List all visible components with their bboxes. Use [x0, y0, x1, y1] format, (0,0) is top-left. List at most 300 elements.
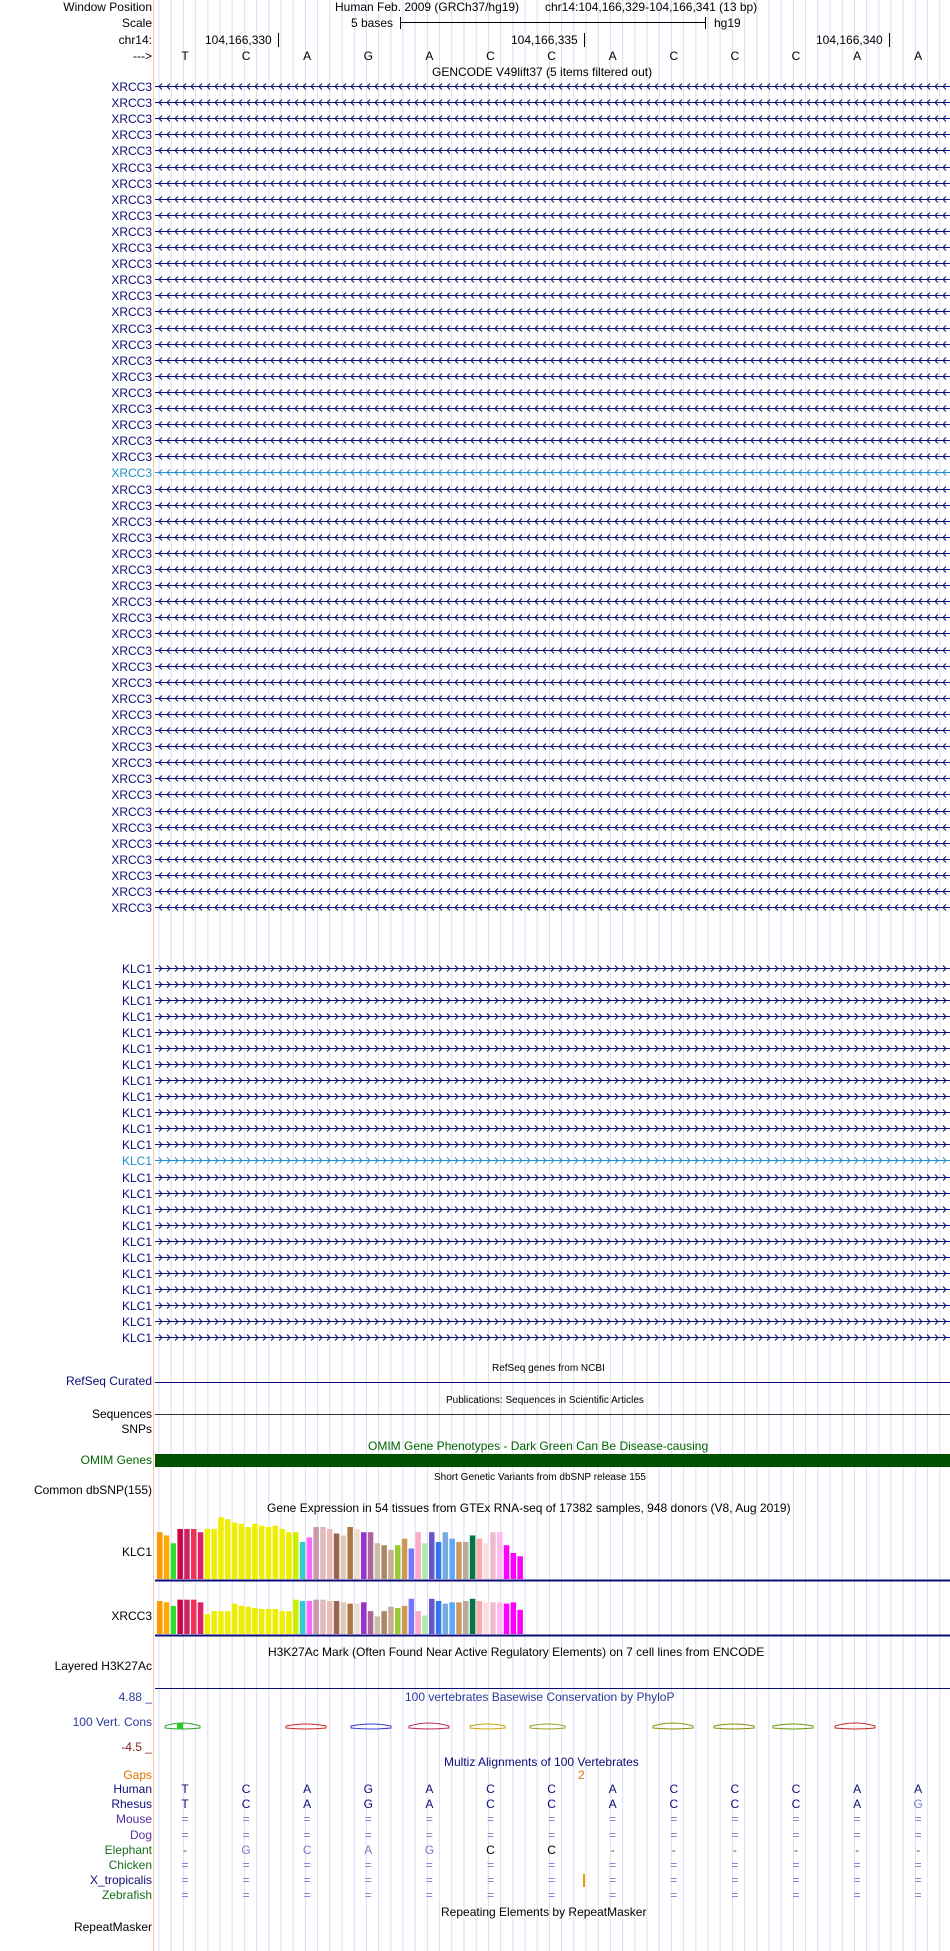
gtex-xrcc3-bar[interactable] [477, 1601, 483, 1634]
gene-label[interactable]: KLC1 [121, 1314, 152, 1329]
gene-model[interactable] [155, 517, 950, 526]
gene-label[interactable]: XRCC3 [111, 804, 152, 819]
gene-label[interactable]: XRCC3 [111, 450, 152, 465]
gene-model[interactable] [155, 356, 950, 365]
gtex-xrcc3-bar[interactable] [225, 1611, 231, 1634]
gene-label[interactable]: XRCC3 [111, 595, 152, 610]
gtex-klc1-bar[interactable] [368, 1532, 374, 1579]
gtex-xrcc3-bar[interactable] [307, 1601, 313, 1634]
gene-label[interactable]: XRCC3 [111, 691, 152, 706]
gene-model[interactable] [155, 98, 950, 107]
rmsk-track-title[interactable]: Repeating Elements by RepeatMasker [441, 1905, 647, 1919]
gene-label[interactable]: KLC1 [121, 994, 152, 1009]
gene-model[interactable] [155, 1317, 950, 1326]
gtex-klc1-bar[interactable] [157, 1532, 163, 1579]
gene-model[interactable] [155, 581, 950, 590]
gene-model[interactable] [155, 964, 950, 973]
gene-model[interactable] [155, 1173, 950, 1182]
gene-model[interactable] [155, 887, 950, 896]
gtex-xrcc3-bar[interactable] [232, 1604, 238, 1634]
gtex-klc1-bar[interactable] [415, 1532, 421, 1579]
gene-label[interactable]: XRCC3 [111, 402, 152, 416]
species-label-x_tropicalis[interactable]: X_tropicalis [89, 1873, 152, 1888]
gtex-klc1-bar[interactable] [259, 1526, 265, 1579]
gene-model[interactable] [155, 179, 950, 188]
gene-model[interactable] [155, 774, 950, 783]
gaps-label[interactable]: Gaps [123, 1768, 152, 1782]
phylop-feature[interactable] [773, 1724, 813, 1729]
phylop-feature[interactable] [409, 1723, 449, 1729]
gene-model[interactable] [155, 980, 950, 989]
gene-label[interactable]: XRCC3 [111, 852, 152, 867]
gene-model[interactable] [155, 710, 950, 719]
gtex-xrcc3-bar[interactable] [415, 1611, 421, 1634]
gtex-xrcc3-bar[interactable] [293, 1600, 299, 1634]
species-label-zebrafish[interactable]: Zebrafish [101, 1888, 152, 1903]
gene-label[interactable]: KLC1 [121, 1106, 152, 1121]
gtex-xrcc3-bar[interactable] [259, 1609, 265, 1634]
gene-model[interactable] [155, 307, 950, 316]
gtex-xrcc3-bar[interactable] [341, 1602, 347, 1634]
gene-model[interactable] [155, 1205, 950, 1214]
gene-label[interactable]: XRCC3 [111, 611, 152, 626]
gene-label[interactable]: XRCC3 [111, 530, 152, 545]
gtex-track-title[interactable]: Gene Expression in 54 tissues from GTEx RNA-seq of 17382 samples, 948 donors (V8, Aug 2019) [267, 1501, 791, 1515]
gtex-xrcc3-bar[interactable] [354, 1604, 360, 1634]
gene-label[interactable]: KLC1 [121, 1058, 152, 1073]
gene-label[interactable]: KLC1 [121, 1282, 152, 1297]
gtex-klc1-bar[interactable] [191, 1529, 197, 1579]
gene-label[interactable]: XRCC3 [111, 224, 152, 239]
gtex-klc1-bar[interactable] [517, 1556, 523, 1579]
gene-label[interactable]: KLC1 [121, 978, 152, 993]
gtex-klc1-bar[interactable] [456, 1542, 462, 1579]
gtex-xrcc3-bar[interactable] [463, 1601, 469, 1634]
gtex-klc1-bar[interactable] [388, 1550, 394, 1579]
phylop-feature[interactable] [351, 1724, 391, 1729]
gene-label[interactable]: XRCC3 [111, 546, 152, 561]
gene-model[interactable] [155, 501, 950, 510]
gtex-xrcc3-bar[interactable] [191, 1600, 197, 1634]
gtex-xrcc3-bar[interactable] [361, 1602, 367, 1634]
gene-label[interactable]: XRCC3 [111, 418, 152, 433]
gene-label[interactable]: XRCC3 [111, 498, 152, 513]
gene-label[interactable]: XRCC3 [111, 579, 152, 594]
gtex-xrcc3-bar[interactable] [429, 1599, 435, 1634]
gtex-klc1-bar[interactable] [171, 1543, 177, 1579]
gtex-klc1-bar[interactable] [293, 1532, 299, 1579]
gene-model[interactable] [155, 324, 950, 333]
gene-label[interactable]: XRCC3 [111, 740, 152, 755]
gtex-klc1-bar[interactable] [347, 1527, 353, 1579]
gtex-xrcc3-bar[interactable] [422, 1616, 428, 1634]
h3k27ac-track-title[interactable]: H3K27Ac Mark (Often Found Near Active Regulatory Elements) on 7 cell lines from ENCODE [268, 1645, 765, 1659]
gene-label[interactable]: XRCC3 [111, 482, 152, 497]
gene-model[interactable] [155, 1189, 950, 1198]
species-label-dog[interactable]: Dog [129, 1827, 152, 1842]
gtex-klc1-bar[interactable] [252, 1524, 258, 1579]
gene-label[interactable]: XRCC3 [111, 176, 152, 191]
gene-model[interactable] [155, 1156, 950, 1165]
gene-model[interactable] [155, 404, 950, 413]
gene-label[interactable]: KLC1 [121, 1202, 152, 1217]
gtex-klc1-bar[interactable] [395, 1545, 401, 1579]
gene-label[interactable]: KLC1 [121, 1170, 152, 1185]
gene-label[interactable]: KLC1 [121, 1234, 152, 1249]
gene-model[interactable] [155, 1012, 950, 1021]
gene-label[interactable]: XRCC3 [111, 257, 152, 272]
gtex-xrcc3-bar[interactable] [347, 1604, 353, 1634]
gene-label[interactable]: KLC1 [121, 1186, 152, 1201]
gene-model[interactable] [155, 1092, 950, 1101]
gene-model[interactable] [155, 1333, 950, 1342]
gtex-klc1-bar[interactable] [334, 1534, 340, 1580]
gene-model[interactable] [155, 1285, 950, 1294]
gene-label[interactable]: XRCC3 [111, 96, 152, 111]
gtex-xrcc3-bar[interactable] [381, 1611, 387, 1634]
gene-model[interactable] [155, 1028, 950, 1037]
gtex-xrcc3-bar[interactable] [171, 1606, 177, 1634]
species-label-mouse[interactable]: Mouse [115, 1812, 152, 1827]
gene-label[interactable]: KLC1 [121, 1298, 152, 1313]
gene-model[interactable] [155, 758, 950, 767]
gene-model[interactable] [155, 533, 950, 542]
gtex-xrcc3-bar[interactable] [334, 1601, 340, 1634]
gene-model[interactable] [155, 291, 950, 300]
gtex-klc1-bar[interactable] [245, 1527, 251, 1579]
gtex-xrcc3-bar[interactable] [483, 1602, 489, 1634]
gene-label[interactable]: XRCC3 [111, 192, 152, 207]
gene-model[interactable] [155, 597, 950, 606]
gtex-klc1-bar[interactable] [436, 1542, 442, 1579]
gene-model[interactable] [155, 996, 950, 1005]
gtex-xrcc3-bar[interactable] [511, 1602, 516, 1634]
gtex-klc1-bar[interactable] [422, 1543, 428, 1579]
gtex-klc1-bar[interactable] [177, 1529, 183, 1579]
gene-model[interactable] [155, 1076, 950, 1085]
gtex-xrcc3-bar[interactable] [368, 1611, 374, 1634]
multiz-track-title[interactable]: Multiz Alignments of 100 Vertebrates [444, 1755, 639, 1769]
gtex-klc1-bar[interactable] [184, 1529, 190, 1579]
gene-label[interactable]: KLC1 [121, 1154, 152, 1169]
gtex-xrcc3-bar[interactable] [313, 1600, 319, 1634]
gtex-klc1-bar[interactable] [463, 1542, 469, 1579]
phylop-feature[interactable] [653, 1723, 693, 1729]
gene-label[interactable]: KLC1 [121, 1122, 152, 1137]
gtex-klc1-bar[interactable] [211, 1529, 217, 1579]
gene-label[interactable]: XRCC3 [111, 885, 152, 899]
gtex-xrcc3-bar[interactable] [470, 1599, 476, 1634]
gene-label[interactable]: XRCC3 [111, 659, 152, 674]
gene-model[interactable] [155, 565, 950, 574]
gene-model[interactable] [155, 195, 950, 204]
gene-label[interactable]: XRCC3 [111, 724, 152, 738]
gtex-xrcc3-bar[interactable] [388, 1607, 394, 1634]
pubs-line[interactable] [155, 1414, 950, 1415]
gtex-klc1-bar[interactable] [266, 1527, 272, 1579]
gene-model[interactable] [155, 1060, 950, 1069]
gtex-klc1-bar[interactable] [470, 1535, 476, 1579]
gtex-xrcc3-bar[interactable] [164, 1602, 170, 1634]
gtex-xrcc3-bar[interactable] [517, 1610, 523, 1634]
pubs-track-label[interactable]: Sequences [91, 1407, 152, 1421]
gtex-xrcc3-bar[interactable] [443, 1604, 449, 1634]
gtex-klc1-bar[interactable] [232, 1522, 238, 1579]
gtex-klc1-label[interactable]: KLC1 [121, 1545, 152, 1559]
gene-model[interactable] [155, 1301, 950, 1310]
species-label-elephant[interactable]: Elephant [104, 1842, 152, 1857]
gene-label[interactable]: KLC1 [121, 1330, 152, 1345]
gene-model[interactable] [155, 807, 950, 816]
gene-label[interactable]: KLC1 [121, 1010, 152, 1025]
gtex-xrcc3-bar[interactable] [184, 1600, 190, 1634]
gtex-klc1-bar[interactable] [225, 1519, 231, 1579]
gene-label[interactable]: KLC1 [121, 1042, 152, 1057]
omim-feature[interactable] [155, 1454, 950, 1467]
gene-label[interactable]: XRCC3 [111, 369, 152, 384]
gene-model[interactable] [155, 549, 950, 558]
gtex-xrcc3-bar[interactable] [245, 1607, 251, 1634]
gtex-xrcc3-bar[interactable] [375, 1616, 381, 1634]
gtex-klc1-bar[interactable] [504, 1545, 510, 1579]
gene-label[interactable]: XRCC3 [111, 353, 152, 368]
gene-model[interactable] [155, 678, 950, 687]
species-label-human[interactable]: Human [113, 1782, 152, 1796]
gtex-xrcc3-bar[interactable] [320, 1600, 326, 1634]
phylop-track-title[interactable]: 100 vertebrates Basewise Conservation by PhyloP [405, 1690, 675, 1704]
omim-track-label[interactable]: OMIM Genes [80, 1453, 152, 1467]
gene-label[interactable]: KLC1 [121, 1138, 152, 1153]
gtex-klc1-bar[interactable] [511, 1553, 516, 1579]
gene-label[interactable]: XRCC3 [111, 208, 152, 223]
gtex-klc1-bar[interactable] [429, 1532, 435, 1579]
gene-model[interactable] [155, 790, 950, 799]
gtex-klc1-bar[interactable] [300, 1542, 306, 1579]
gene-label[interactable]: XRCC3 [111, 434, 152, 449]
gene-model[interactable] [155, 855, 950, 864]
omim-track-title[interactable]: OMIM Gene Phenotypes - Dark Green Can Be Disease-causing [368, 1439, 709, 1453]
gtex-klc1-bar[interactable] [273, 1526, 279, 1579]
dbsnp-track-label[interactable]: Common dbSNP(155) [33, 1483, 152, 1497]
gene-model[interactable] [155, 340, 950, 349]
gene-label[interactable]: KLC1 [121, 1026, 152, 1041]
gene-model[interactable] [155, 485, 950, 494]
gene-label[interactable]: XRCC3 [111, 707, 152, 722]
gene-label[interactable]: XRCC3 [111, 820, 152, 835]
gene-model[interactable] [155, 163, 950, 172]
gtex-xrcc3-bar[interactable] [327, 1601, 333, 1634]
gene-label[interactable]: XRCC3 [111, 466, 152, 481]
gene-label[interactable]: XRCC3 [111, 514, 152, 529]
gene-model[interactable] [155, 114, 950, 123]
gtex-xrcc3-bar[interactable] [504, 1604, 510, 1634]
gencode-track-title[interactable]: GENCODE V49lift37 (5 items filtered out) [432, 65, 653, 79]
gene-label[interactable]: XRCC3 [111, 788, 152, 803]
gene-label[interactable]: XRCC3 [111, 273, 152, 288]
gene-label[interactable]: XRCC3 [111, 337, 152, 352]
gtex-bar-chart[interactable] [155, 1512, 950, 1642]
gtex-klc1-bar[interactable] [164, 1535, 170, 1579]
gtex-klc1-bar[interactable] [375, 1543, 381, 1579]
gene-model[interactable] [155, 871, 950, 880]
gtex-klc1-bar[interactable] [239, 1524, 245, 1579]
gtex-klc1-bar[interactable] [354, 1529, 360, 1579]
gene-model[interactable] [155, 1237, 950, 1246]
gene-label[interactable]: XRCC3 [111, 144, 152, 159]
gtex-xrcc3-bar[interactable] [436, 1601, 442, 1634]
species-label-chicken[interactable]: Chicken [108, 1858, 152, 1872]
gtex-xrcc3-label[interactable]: XRCC3 [111, 1609, 152, 1623]
gene-label[interactable]: XRCC3 [111, 160, 152, 175]
gene-label[interactable]: KLC1 [121, 1266, 152, 1281]
refseq-track-label[interactable]: RefSeq Curated [65, 1374, 152, 1388]
gtex-klc1-bar[interactable] [361, 1532, 367, 1579]
gene-label[interactable]: XRCC3 [111, 643, 152, 658]
gene-model[interactable] [155, 1269, 950, 1278]
gene-label[interactable]: XRCC3 [111, 756, 152, 771]
gene-label[interactable]: KLC1 [121, 1074, 152, 1089]
gene-label[interactable]: XRCC3 [111, 289, 152, 304]
gene-model[interactable] [155, 82, 950, 91]
gtex-klc1-bar[interactable] [205, 1529, 211, 1579]
gene-model[interactable] [155, 903, 950, 912]
gene-model[interactable] [155, 275, 950, 284]
gene-model[interactable] [155, 468, 950, 477]
gtex-klc1-bar[interactable] [381, 1545, 387, 1579]
gtex-klc1-bar[interactable] [490, 1532, 496, 1579]
gene-model[interactable] [155, 243, 950, 252]
gene-model[interactable] [155, 211, 950, 220]
pubs-track-title[interactable]: Publications: Sequences in Scientific Articles [446, 1395, 644, 1406]
gene-model[interactable] [155, 1221, 950, 1230]
gene-model[interactable] [155, 130, 950, 139]
gene-model[interactable] [155, 662, 950, 671]
gene-model[interactable] [155, 694, 950, 703]
gtex-klc1-bar[interactable] [307, 1537, 313, 1579]
phylop-feature[interactable] [286, 1724, 326, 1729]
rmsk-track-label[interactable]: RepeatMasker [73, 1920, 152, 1934]
gtex-xrcc3-bar[interactable] [286, 1611, 292, 1634]
gene-label[interactable]: XRCC3 [111, 901, 152, 916]
gtex-klc1-bar[interactable] [483, 1543, 489, 1579]
gtex-xrcc3-bar[interactable] [300, 1601, 306, 1634]
gtex-xrcc3-bar[interactable] [177, 1600, 183, 1634]
gtex-xrcc3-bar[interactable] [239, 1606, 245, 1634]
gene-model[interactable] [155, 452, 950, 461]
gene-label[interactable]: XRCC3 [111, 128, 152, 143]
gtex-xrcc3-bar[interactable] [456, 1602, 462, 1634]
gene-model[interactable] [155, 629, 950, 638]
phylop-feature[interactable] [470, 1724, 505, 1729]
snps-track-label[interactable]: SNPs [121, 1422, 152, 1436]
gene-model[interactable] [155, 1140, 950, 1149]
gene-model[interactable] [155, 613, 950, 622]
phylop-feature[interactable] [835, 1723, 875, 1729]
phylop-track-label[interactable]: 100 Vert. Cons [72, 1715, 152, 1729]
gtex-klc1-bar[interactable] [497, 1532, 503, 1579]
gtex-klc1-bar[interactable] [443, 1532, 449, 1579]
phylop-feature[interactable] [530, 1724, 565, 1729]
gtex-klc1-bar[interactable] [320, 1527, 326, 1579]
gtex-xrcc3-bar[interactable] [490, 1602, 496, 1634]
gene-model[interactable] [155, 227, 950, 236]
gene-model[interactable] [155, 646, 950, 655]
gene-model[interactable] [155, 436, 950, 445]
dbsnp-track-title[interactable]: Short Genetic Variants from dbSNP release 155 [434, 1472, 646, 1483]
gtex-xrcc3-bar[interactable] [252, 1608, 258, 1634]
gene-model[interactable] [155, 259, 950, 268]
species-label-rhesus[interactable]: Rhesus [111, 1797, 152, 1812]
gene-label[interactable]: XRCC3 [111, 627, 152, 642]
gene-model[interactable] [155, 1124, 950, 1133]
gtex-klc1-bar[interactable] [477, 1539, 483, 1579]
gtex-xrcc3-bar[interactable] [449, 1602, 455, 1634]
gtex-klc1-bar[interactable] [341, 1535, 347, 1579]
gene-label[interactable]: XRCC3 [111, 80, 152, 94]
gtex-xrcc3-bar[interactable] [497, 1602, 503, 1634]
gtex-klc1-bar[interactable] [286, 1532, 292, 1579]
refseq-track-title[interactable]: RefSeq genes from NCBI [492, 1363, 605, 1374]
gene-label[interactable]: XRCC3 [111, 868, 152, 883]
h3k27ac-track-label[interactable]: Layered H3K27Ac [54, 1659, 152, 1673]
phylop-feature[interactable] [177, 1723, 183, 1729]
gtex-klc1-bar[interactable] [313, 1527, 319, 1579]
gtex-klc1-bar[interactable] [218, 1517, 224, 1579]
gtex-klc1-bar[interactable] [198, 1532, 204, 1579]
gtex-xrcc3-bar[interactable] [409, 1599, 415, 1634]
gene-label[interactable]: XRCC3 [111, 321, 152, 336]
gtex-xrcc3-bar[interactable] [395, 1608, 401, 1634]
gene-label[interactable]: XRCC3 [111, 241, 152, 255]
gene-model[interactable] [155, 823, 950, 832]
gene-model[interactable] [155, 372, 950, 381]
gene-label[interactable]: XRCC3 [111, 112, 152, 127]
gtex-xrcc3-bar[interactable] [198, 1602, 204, 1634]
gene-label[interactable]: XRCC3 [111, 385, 152, 400]
gtex-xrcc3-bar[interactable] [218, 1611, 224, 1634]
gtex-xrcc3-bar[interactable] [402, 1606, 408, 1634]
gtex-xrcc3-bar[interactable] [211, 1611, 217, 1634]
gene-model[interactable] [155, 146, 950, 155]
gene-model[interactable] [155, 420, 950, 429]
gene-model[interactable] [155, 726, 950, 735]
gtex-xrcc3-bar[interactable] [266, 1609, 272, 1634]
gtex-klc1-bar[interactable] [279, 1529, 285, 1579]
gtex-xrcc3-bar[interactable] [279, 1611, 285, 1634]
gene-label[interactable]: KLC1 [121, 962, 152, 976]
gene-model[interactable] [155, 1253, 950, 1262]
gtex-xrcc3-bar[interactable] [273, 1609, 279, 1634]
phylop-wiggle[interactable] [155, 1715, 950, 1737]
gene-label[interactable]: KLC1 [121, 1090, 152, 1105]
gene-label[interactable]: KLC1 [121, 1218, 152, 1233]
gtex-xrcc3-bar[interactable] [157, 1601, 163, 1634]
phylop-feature[interactable] [714, 1724, 754, 1729]
gene-model[interactable] [155, 1108, 950, 1117]
gene-label[interactable]: XRCC3 [111, 305, 152, 320]
gene-label[interactable]: XRCC3 [111, 675, 152, 690]
gtex-klc1-bar[interactable] [327, 1529, 333, 1579]
gene-model[interactable] [155, 1044, 950, 1053]
gene-label[interactable]: XRCC3 [111, 836, 152, 851]
gtex-klc1-bar[interactable] [449, 1539, 455, 1579]
gtex-xrcc3-bar[interactable] [205, 1614, 211, 1634]
gene-model[interactable] [155, 388, 950, 397]
gtex-klc1-bar[interactable] [402, 1539, 408, 1579]
gene-model[interactable] [155, 742, 950, 751]
elephant-insertion-mark[interactable] [583, 1874, 585, 1887]
gene-label[interactable]: KLC1 [121, 1250, 152, 1265]
